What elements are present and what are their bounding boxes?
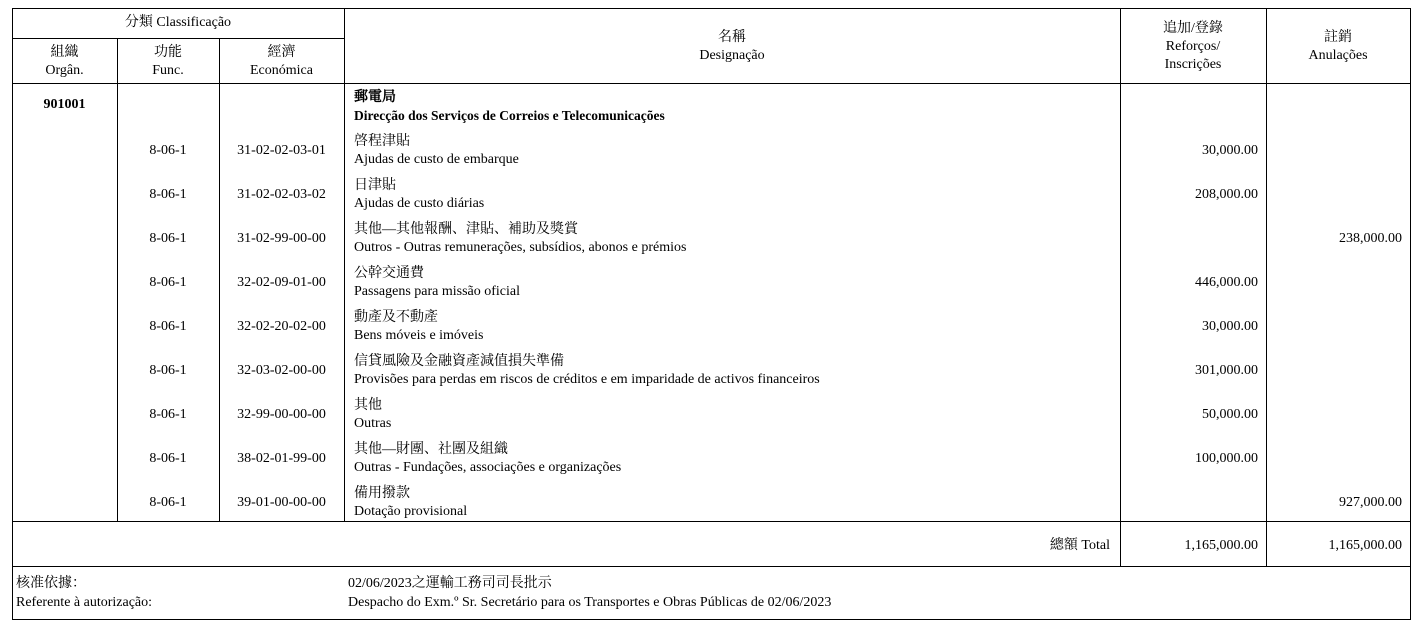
row-func: 8-06-1 [149, 319, 187, 334]
classification-header: 分類 Classificação [124, 15, 232, 30]
row-name-zh: 公幹交通費 [354, 266, 424, 281]
row-reforco: 30,000.00 [1202, 319, 1258, 334]
authorization-text-zh: 02/06/2023之運輸工務司司長批示 [348, 576, 552, 591]
row-name-zh: 信貸風險及金融資產減值損失準備 [354, 354, 564, 369]
border-bottom [12, 619, 1411, 620]
row-reforco: 30,000.00 [1202, 143, 1258, 158]
row-name-zh: 動產及不動產 [354, 310, 438, 325]
row-econ: 31-02-02-03-01 [237, 143, 326, 158]
desig-header-zh: 名稱 [718, 30, 746, 45]
row-name-zh: 其他 [354, 398, 382, 413]
reforcos-header-pt1: Reforços/ [1165, 39, 1221, 54]
budget-table [12, 8, 1411, 620]
row-func: 8-06-1 [149, 363, 187, 378]
row-econ: 32-99-00-00-00 [237, 407, 326, 422]
body-divider [12, 521, 1411, 522]
anulacoes-header-pt: Anulações [1308, 48, 1368, 63]
row-func: 8-06-1 [149, 231, 187, 246]
row-anulacao: 238,000.00 [1339, 231, 1402, 246]
row-name-zh: 啓程津貼 [354, 134, 410, 149]
row-econ: 31-02-99-00-00 [237, 231, 326, 246]
row-reforco: 301,000.00 [1195, 363, 1258, 378]
row-name-zh: 其他—財團、社團及組織 [354, 442, 508, 457]
total-label: 總額 Total [1049, 538, 1110, 553]
organ-name-zh: 郵電局 [354, 90, 396, 105]
row-reforco: 446,000.00 [1195, 275, 1258, 290]
row-func: 8-06-1 [149, 187, 187, 202]
reforcos-header-pt2: Inscrições [1164, 57, 1222, 72]
organ-code: 901001 [43, 97, 86, 112]
organ-header-pt: Orgân. [45, 63, 84, 78]
row-func: 8-06-1 [149, 143, 187, 158]
row-name-pt: Passagens para missão oficial [354, 284, 521, 299]
row-name-pt: Ajudas de custo diárias [354, 196, 485, 211]
row-econ: 32-02-09-01-00 [237, 275, 326, 290]
row-reforco: 208,000.00 [1195, 187, 1258, 202]
row-econ: 32-02-20-02-00 [237, 319, 326, 334]
row-func: 8-06-1 [149, 407, 187, 422]
total-divider [12, 566, 1411, 567]
total-anulacoes: 1,165,000.00 [1328, 538, 1402, 553]
row-name-pt: Provisões para perdas em riscos de créditos e em imparidade de activos financeiros [354, 372, 820, 387]
col-divider-reforcos [1266, 8, 1267, 567]
classification-divider [12, 38, 344, 39]
row-anulacao: 927,000.00 [1339, 495, 1402, 510]
row-func: 8-06-1 [149, 275, 187, 290]
row-reforco: 100,000.00 [1195, 451, 1258, 466]
row-name-pt: Outras [354, 416, 392, 431]
total-reforcos: 1,165,000.00 [1184, 538, 1258, 553]
func-header-pt: Func. [152, 63, 184, 78]
econ-header-pt: Económica [250, 63, 313, 78]
reforcos-header-zh: 追加/登錄 [1163, 21, 1223, 36]
row-name-pt: Outros - Outras remunerações, subsídios, abonos e prémios [354, 240, 687, 255]
authorization-label-pt: Referente à autorização: [16, 595, 153, 610]
row-func: 8-06-1 [149, 495, 187, 510]
row-name-pt: Bens móveis e imóveis [354, 328, 484, 343]
col-divider-econ [344, 8, 345, 522]
row-name-zh: 其他—其他報酬、津貼、補助及獎賞 [354, 222, 578, 237]
row-func: 8-06-1 [149, 451, 187, 466]
row-econ: 39-01-00-00-00 [237, 495, 326, 510]
row-name-pt: Ajudas de custo de embarque [354, 152, 519, 167]
organ-name-pt: Direcção dos Serviços de Correios e Telecomunicações [354, 108, 665, 123]
row-name-pt: Dotação provisional [354, 504, 468, 519]
anulacoes-header-zh: 註銷 [1324, 30, 1352, 45]
econ-header-zh: 經濟 [267, 45, 296, 60]
header-divider [12, 83, 1411, 84]
row-econ: 31-02-02-03-02 [237, 187, 326, 202]
desig-header-pt: Designação [699, 48, 765, 63]
row-econ: 32-03-02-00-00 [237, 363, 326, 378]
row-reforco: 50,000.00 [1202, 407, 1258, 422]
row-name-pt: Outras - Fundações, associações e organizações [354, 460, 622, 475]
row-econ: 38-02-01-99-00 [237, 451, 326, 466]
row-name-zh: 日津貼 [354, 178, 396, 193]
authorization-text-pt: Despacho do Exm.º Sr. Secretário para os Transportes e Obras Públicas de 02/06/2023 [348, 595, 832, 610]
border-top [12, 8, 1411, 9]
authorization-label-zh: 核准依據： [16, 576, 86, 591]
organ-header-zh: 組織 [50, 45, 79, 60]
border-right [1410, 8, 1411, 620]
func-header-zh: 功能 [154, 45, 182, 60]
row-name-zh: 備用撥款 [354, 486, 410, 501]
